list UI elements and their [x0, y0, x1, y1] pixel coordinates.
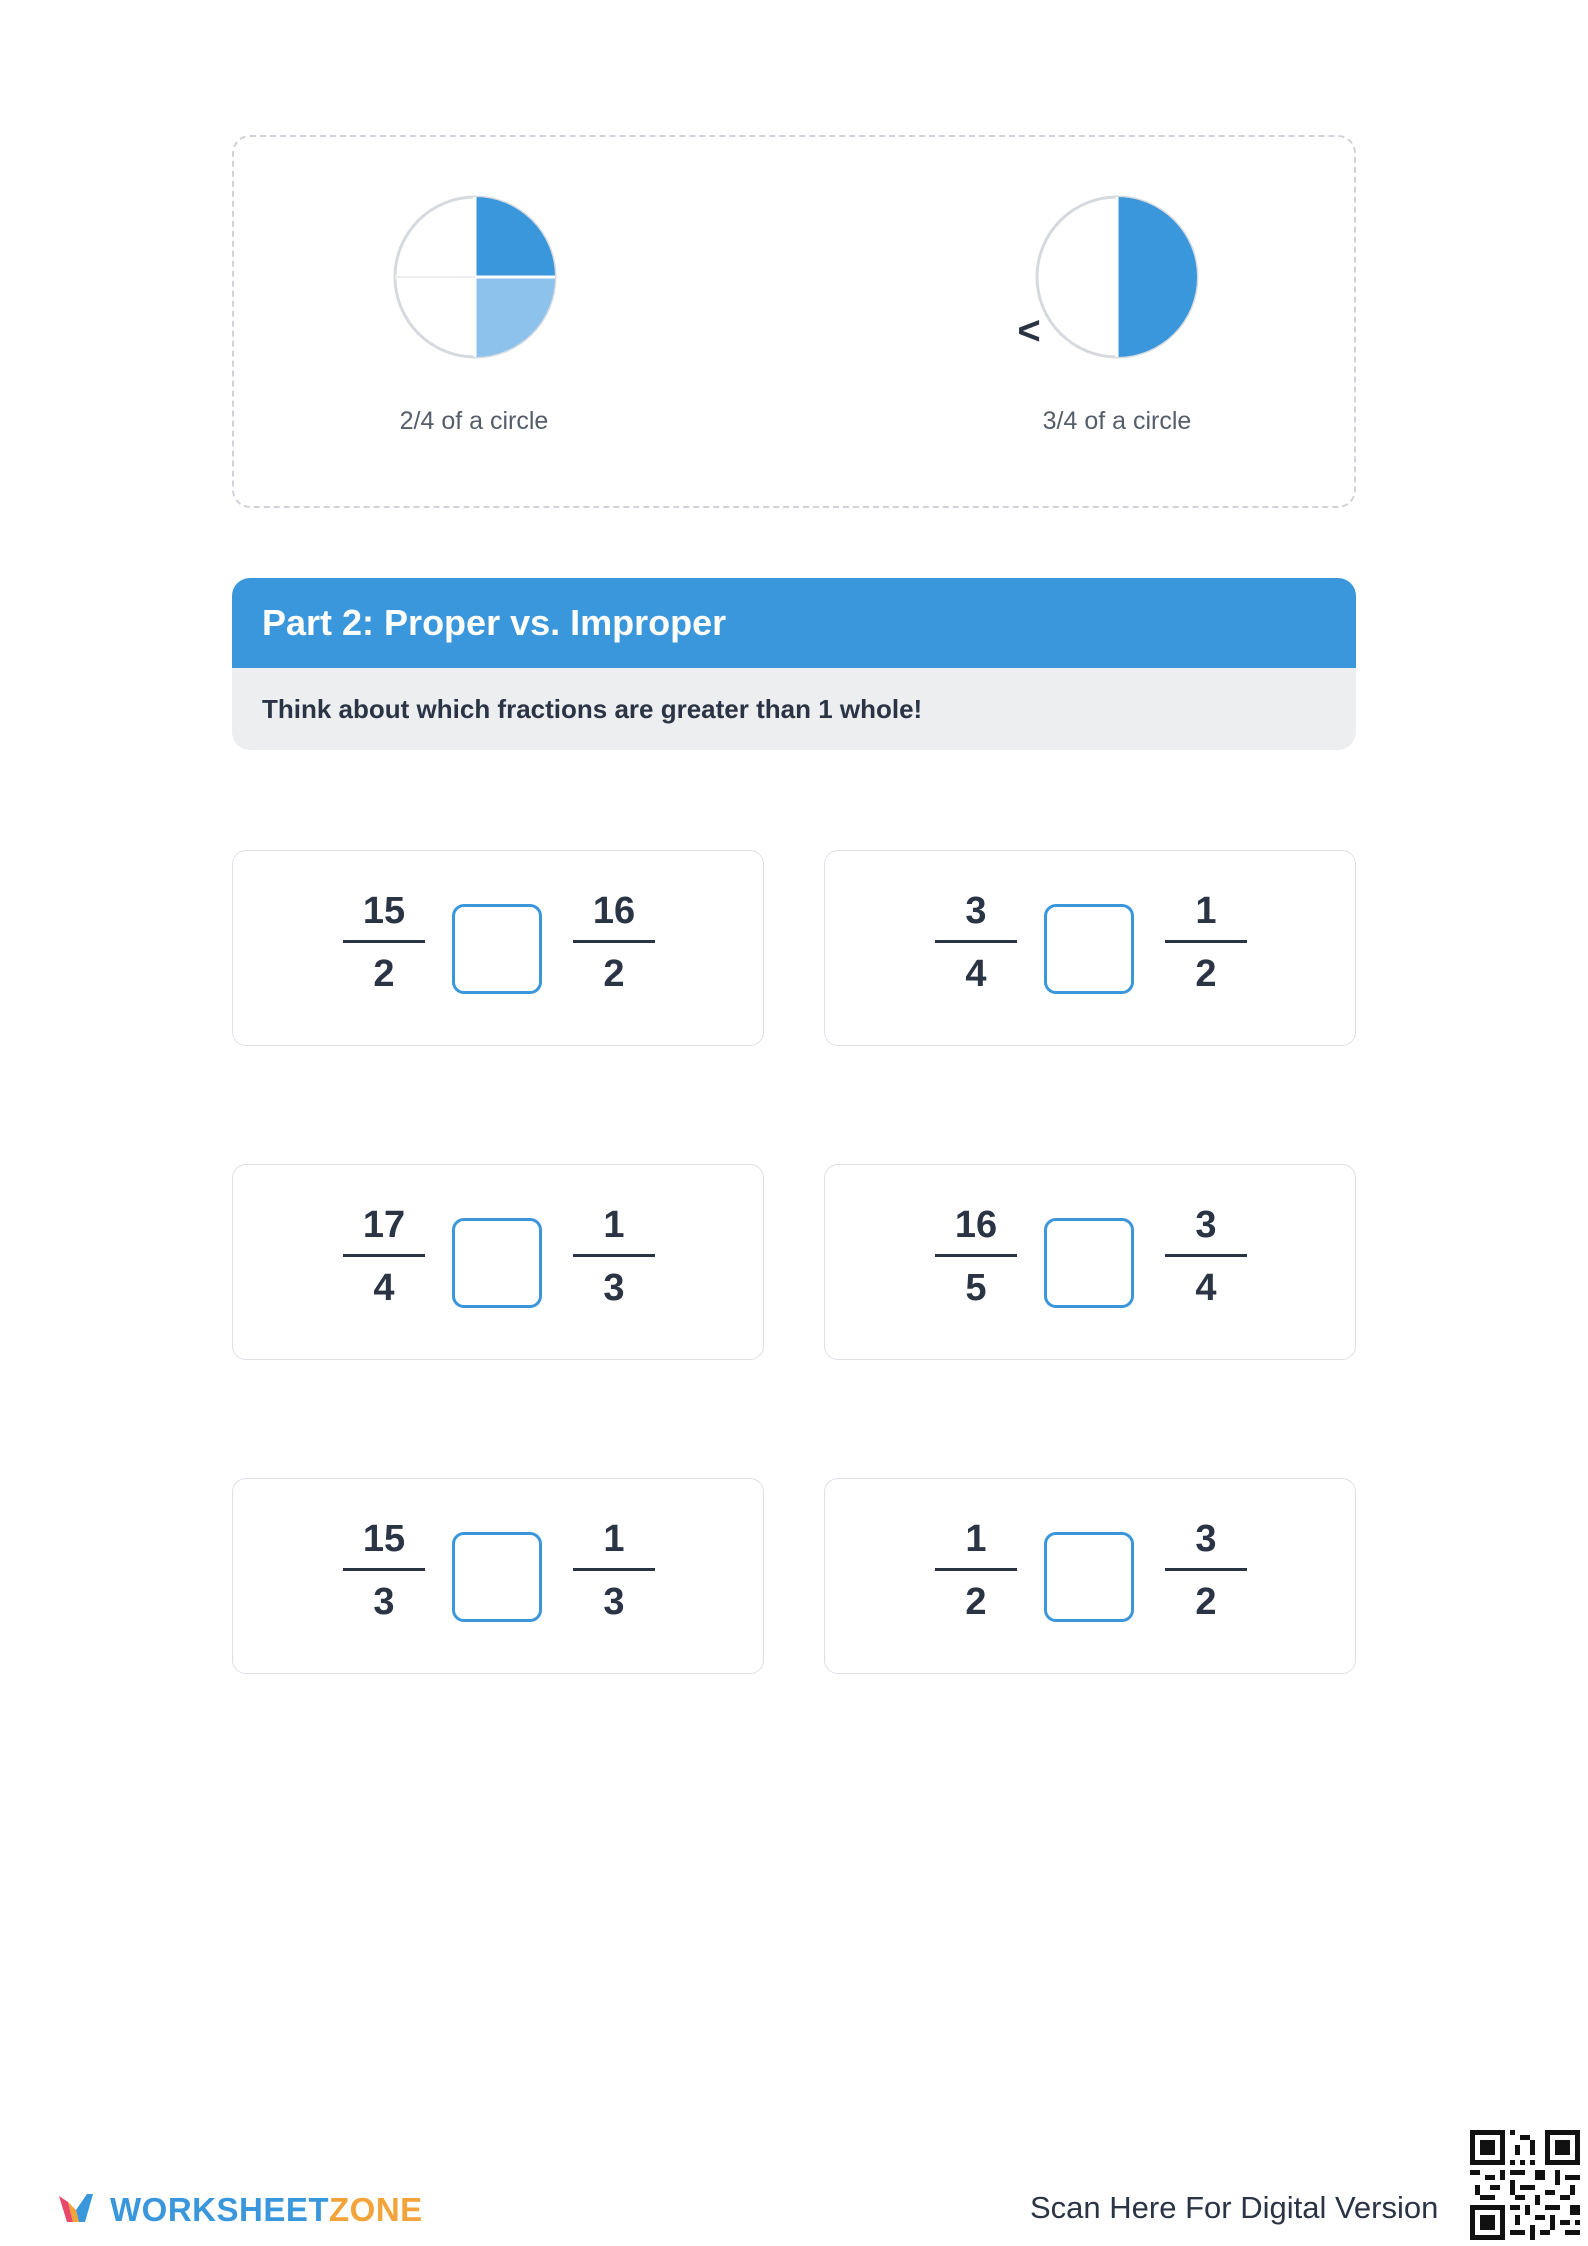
- right-fraction: [1165, 1201, 1247, 1312]
- section-title: Part 2: Proper vs. Improper: [232, 578, 1356, 668]
- numerator: 1: [603, 1204, 625, 1246]
- numerator: 16: [592, 890, 636, 932]
- problem-card: [824, 1164, 1356, 1360]
- left-fraction: [343, 887, 425, 998]
- problem-card: [232, 1478, 764, 1674]
- answer-box[interactable]: [1044, 1532, 1134, 1622]
- right-fraction: [573, 887, 655, 998]
- numerator: 1: [1195, 890, 1217, 932]
- denominator: 2: [603, 953, 625, 995]
- denominator: 5: [965, 1267, 987, 1309]
- fraction-comparison-box: [232, 135, 1356, 508]
- answer-box[interactable]: [452, 1532, 542, 1622]
- right-fraction: [573, 1515, 655, 1626]
- numerator: 15: [362, 1518, 406, 1560]
- numerator: 3: [1195, 1518, 1217, 1560]
- denominator: 4: [965, 953, 987, 995]
- right-fraction: [1165, 1515, 1247, 1626]
- problem-card: [824, 1478, 1356, 1674]
- section-subtitle: Think about which fractions are greater than 1 whole!: [262, 693, 923, 724]
- denominator: 4: [373, 1267, 395, 1309]
- pie-chart-left: [392, 194, 558, 360]
- brand-name-part1: WORKSHEET: [110, 2191, 329, 2228]
- section-header: [232, 578, 1356, 750]
- answer-box[interactable]: [1044, 904, 1134, 994]
- denominator: 3: [603, 1267, 625, 1309]
- pie-chart-right: [1034, 194, 1200, 360]
- pie-caption-right: 3/4 of a circle: [1042, 407, 1192, 435]
- denominator: 2: [965, 1581, 987, 1623]
- denominator: 2: [1195, 1581, 1217, 1623]
- comparison-symbol: <: [1017, 309, 1041, 353]
- left-fraction: [935, 1201, 1017, 1312]
- fraction-bar: [343, 1254, 425, 1257]
- fraction-bar: [343, 940, 425, 943]
- denominator: 4: [1195, 1267, 1217, 1309]
- pie-caption-left: 2/4 of a circle: [399, 407, 549, 435]
- qr-code-icon[interactable]: [1470, 2130, 1580, 2240]
- scan-instruction: Scan Here For Digital Version: [1030, 2190, 1439, 2225]
- left-fraction: [343, 1201, 425, 1312]
- numerator: 16: [954, 1204, 998, 1246]
- denominator: 3: [373, 1581, 395, 1623]
- problem-card: [824, 850, 1356, 1046]
- fraction-bar: [1165, 1568, 1247, 1571]
- denominator: 2: [373, 953, 395, 995]
- numerator: 3: [965, 890, 987, 932]
- right-fraction: [1165, 887, 1247, 998]
- fraction-bar: [1165, 1254, 1247, 1257]
- numerator: 3: [1195, 1204, 1217, 1246]
- right-fraction: [573, 1201, 655, 1312]
- worksheetzone-logo: [56, 2180, 423, 2240]
- left-fraction: [343, 1515, 425, 1626]
- brand-name: [110, 2191, 423, 2229]
- answer-box[interactable]: [452, 904, 542, 994]
- denominator: 3: [603, 1581, 625, 1623]
- brand-name-part2: ZONE: [329, 2191, 423, 2228]
- answer-box[interactable]: [452, 1218, 542, 1308]
- fraction-bar: [343, 1568, 425, 1571]
- fraction-bar: [573, 1254, 655, 1257]
- left-fraction: [935, 1515, 1017, 1626]
- numerator: 17: [362, 1204, 406, 1246]
- fraction-bar: [573, 940, 655, 943]
- worksheetzone-w-icon: [56, 2188, 96, 2233]
- fraction-bar: [1165, 940, 1247, 943]
- fraction-bar: [935, 1254, 1017, 1257]
- numerator: 1: [965, 1518, 987, 1560]
- problem-card: [232, 1164, 764, 1360]
- numerator: 15: [362, 890, 406, 932]
- problem-card: [232, 850, 764, 1046]
- numerator: 1: [603, 1518, 625, 1560]
- answer-box[interactable]: [1044, 1218, 1134, 1308]
- fraction-bar: [935, 940, 1017, 943]
- left-fraction: [935, 887, 1017, 998]
- fraction-bar: [573, 1568, 655, 1571]
- denominator: 2: [1195, 953, 1217, 995]
- fraction-bar: [935, 1568, 1017, 1571]
